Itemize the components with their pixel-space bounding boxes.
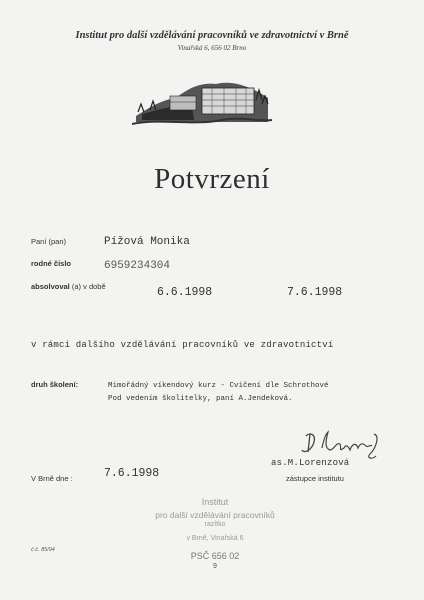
stamp-line-3: razítko <box>204 521 226 528</box>
issue-date: 7.6.1998 <box>104 467 160 480</box>
institute-stamp <box>110 497 320 577</box>
stamp-line-6: 9 <box>213 563 217 570</box>
stamp-line-4: v Brně, Vinařská 6 <box>186 535 244 542</box>
rc-value: 6959234304 <box>104 260 171 272</box>
signatory-name: as.M.Lorenzová <box>271 458 350 468</box>
handwritten-signature <box>300 428 382 462</box>
rc-label: rodné číslo <box>31 259 72 268</box>
institute-building-logo <box>132 70 272 130</box>
reference-number: č.č. 85/94 <box>31 547 55 553</box>
signatory-role: zástupce institutu <box>286 474 344 483</box>
absolvoval-suffix: (a) v době <box>71 282 106 291</box>
training-line-2: Pod vedením školitelky, paní A.Jendeková. <box>108 395 293 403</box>
institute-name: Institut pro další vzdělávání pracovníků ve zdravotnictví v Brně <box>75 30 349 41</box>
stamp-line-5: PSČ 656 02 <box>190 551 240 561</box>
training-label: druh školení: <box>31 380 79 389</box>
name-label: Paní (pan) <box>31 237 67 246</box>
training-line-1: Mimořádný víkendový kurz - Cvičení dle Schrothové <box>108 382 329 390</box>
date-to: 7.6.1998 <box>287 286 343 299</box>
absolvoval-label: absolvoval <box>31 282 70 291</box>
institute-address: Vinařská 6, 656 02 Brno <box>177 44 247 52</box>
body-text: v rámci dalšího vzdělávání pracovníků ve zdravotnictví <box>31 340 334 350</box>
stamp-line-2: pro další vzdělávání pracovníků <box>155 510 275 520</box>
date-from: 6.6.1998 <box>157 286 213 299</box>
document-title: Potvrzení <box>154 163 270 195</box>
absolvoval-row <box>31 282 106 291</box>
name-value: Pížová Monika <box>104 236 190 248</box>
stamp-line-1: Institut <box>201 497 229 507</box>
brno-label: V Brně dne : <box>31 474 73 483</box>
